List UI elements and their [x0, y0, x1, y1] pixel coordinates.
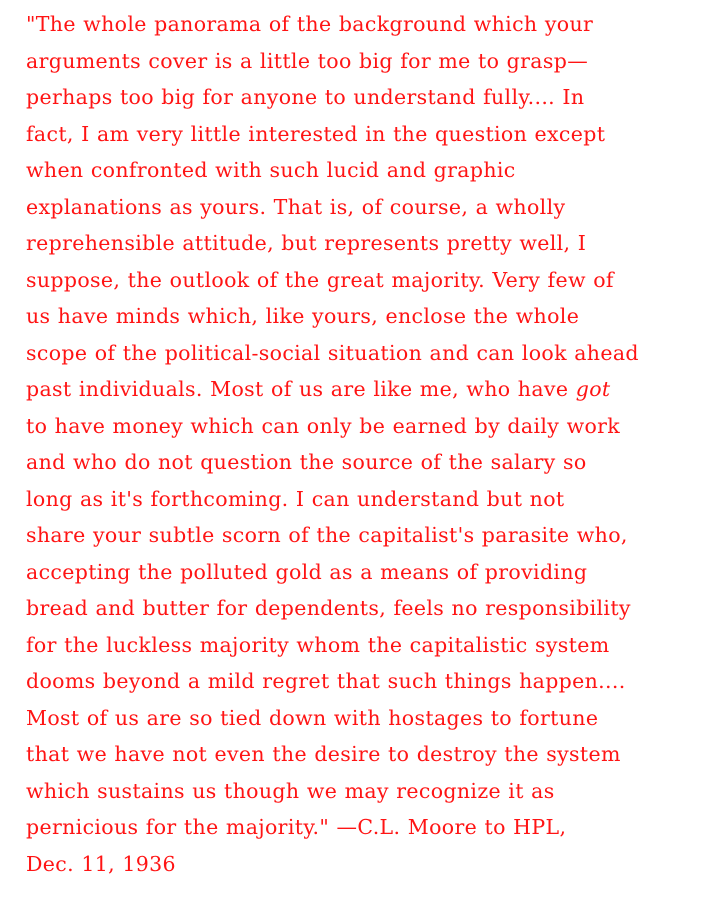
quote-line: "The whole panorama of the background which your	[26, 12, 594, 36]
quote-line: that we have not even the desire to destroy the system	[26, 742, 621, 766]
quote-line: when confronted with such lucid and graphic	[26, 158, 516, 182]
quote-line: perhaps too big for anyone to understand fully.... In	[26, 85, 585, 109]
quote-line: Most of us are so tied down with hostages to fortune	[26, 705, 599, 730]
quote-line: explanations as yours. That is, of course, a wholly	[26, 194, 566, 219]
quote-line: pernicious for the majority." —C.L. Moore to HPL,	[26, 815, 567, 839]
quote-line: long as it's forthcoming. I can understand but not	[26, 486, 565, 511]
quote-line: fact, I am very little interested in the question except	[26, 121, 606, 146]
quote-line-text: past individuals. Most of us are like me, who have	[26, 377, 576, 401]
quote-line: bread and butter for dependents, feels no responsibility	[26, 596, 631, 620]
quote-line: suppose, the outlook of the great majority. Very few of	[26, 267, 614, 292]
quote-line: accepting the polluted gold as a means of providing	[26, 559, 588, 584]
quote-block	[26, 6, 716, 882]
quote-line	[26, 371, 716, 408]
quote-line: arguments cover is a little too big for me to grasp—	[26, 48, 589, 73]
quote-attribution-date: Dec. 11, 1936	[26, 851, 176, 876]
quote-line: which sustains us though we may recognize it as	[26, 778, 555, 803]
emphasized-word: got	[575, 377, 611, 401]
quote-line: reprehensible attitude, but represents pretty well, I	[26, 231, 587, 255]
quote-line: scope of the political-social situation and can look ahead	[26, 340, 639, 365]
quote-line: and who do not question the source of the salary so	[26, 450, 587, 474]
quote-line: to have money which can only be earned by daily work	[26, 413, 621, 438]
quote-line: us have minds which, like yours, enclose the whole	[26, 304, 580, 328]
quote-line: share your subtle scorn of the capitalist's parasite who,	[26, 523, 628, 547]
quote-line: dooms beyond a mild regret that such things happen....	[26, 669, 626, 693]
quote-line: for the luckless majority whom the capitalistic system	[26, 632, 610, 657]
